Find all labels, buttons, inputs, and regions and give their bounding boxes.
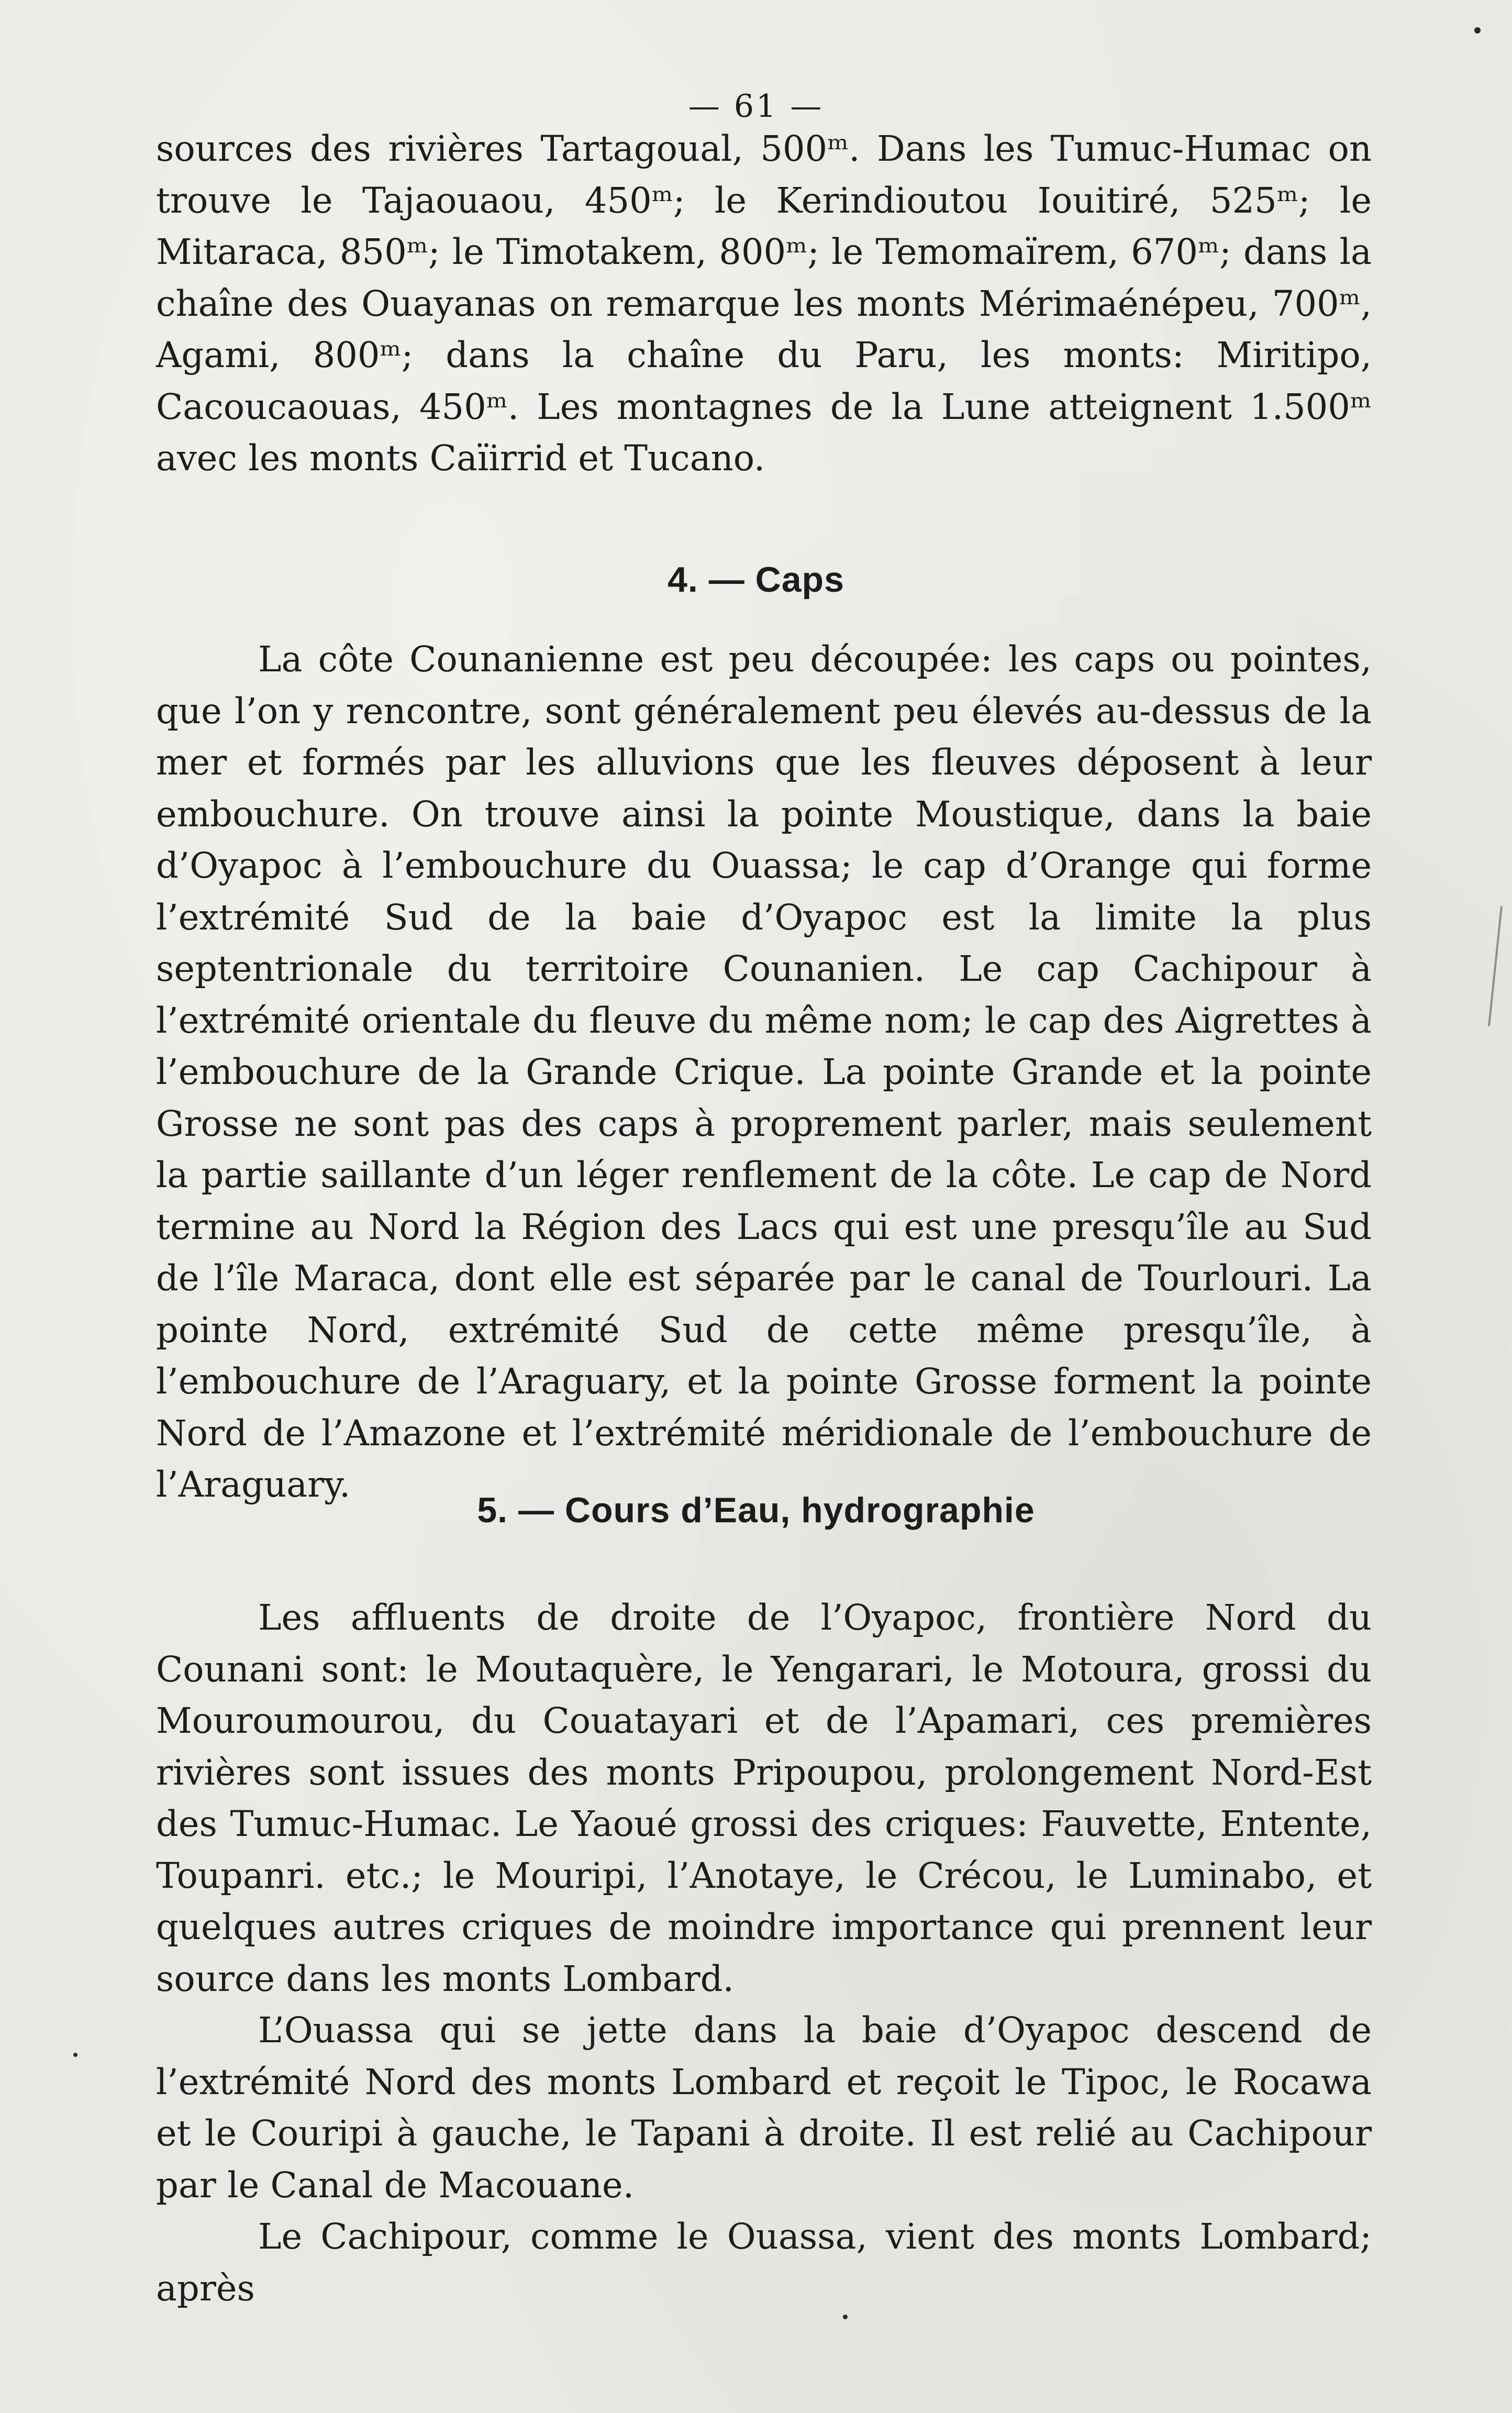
section-heading-caps: 4. — Caps xyxy=(668,560,844,600)
hydrography-paragraph-3: Le Cachipour, comme le Ouassa, vient des monts Lombard; après xyxy=(156,2216,1372,2309)
ink-speck xyxy=(843,2315,848,2319)
hydrography-text-block xyxy=(156,1592,1372,2314)
ink-speck xyxy=(73,2053,77,2057)
caps-text-block xyxy=(156,634,1372,1511)
hydrography-paragraph-2: L’Ouassa qui se jette dans la baie d’Oyapoc descend de l’extrémité Nord des monts Lombard et reçoit le Tipoc, le Rocawa et le Couripi à gauche, le Tapani à droite. Il est relié au Cachipour par le Canal de Macouane. xyxy=(156,2010,1372,2206)
continued-text-block xyxy=(156,123,1372,484)
caps-paragraph: La côte Counanienne est peu découpée: les caps ou pointes, que l’on y rencontre, sont généralement peu élevés au-dessus de la mer et formés par les alluvions que les fleuves déposent à leur embouchure. On trouve ainsi la pointe Moustique, dans la baie d’Oyapoc à l’embouchure du Ouassa; le cap d’Orange qui forme l’extrémité Sud de la baie d’Oyapoc est la limite la plus septentrionale du territoire Counanien. Le cap Cachipour à l’extrémité orientale du fleuve du même nom; le cap des Aigrettes à l’embouchure de la Grande Crique. La pointe Grande et la pointe Grosse ne sont pas des caps à proprement parler, mais seulement la partie saillante d’un léger renflement de la côte. Le cap de Nord termine au Nord la Région des Lacs qui est une presqu’île au Sud de l’île Maraca, dont elle est séparée par le canal de Tourlouri. La pointe Nord, extrémité Sud de cette même presqu’île, à l’embouchure de l’Araguary, et la pointe Grosse forment la pointe Nord de l’Amazone et l’extrémité méridionale de l’embouchure de l’Araguary. xyxy=(156,639,1372,1505)
section-heading-hydrography: 5. — Cours d’Eau, hydrographie xyxy=(477,1490,1035,1530)
hydrography-paragraph-1: Les affluents de droite de l’Oyapoc, frontière Nord du Counani sont: le Moutaquère, le Yengarari, le Motoura, grossi du Mouroumourou, du Couatayari et de l’Apamari, ces premières rivières sont issues des monts Pripoupou, prolongement Nord-Est des Tumuc-Humac. Le Yaoué grossi des criques: Fauvette, Entente, Toupanri. etc.; le Mouripi, l’Anotaye, le Crécou, le Luminabo, et quelques autres criques de moindre importance qui prennent leur source dans les monts Lombard. xyxy=(156,1597,1372,1999)
ink-speck xyxy=(1474,27,1481,34)
page-number: — 61 — xyxy=(688,88,824,125)
margin-scratch-mark xyxy=(1488,906,1503,1026)
continued-paragraph: sources des rivières Tartagoual, 500ᵐ. Dans les Tumuc-Humac on trouve le Tajaouaou, 450ᵐ; le Kerindioutou Iouitiré, 525ᵐ; le Mitaraca, 850ᵐ; le Timotakem, 800ᵐ; le Temomaïrem, 670ᵐ; dans la chaîne des Ouayanas on remarque les monts Mérimaénépeu, 700ᵐ, Agami, 800ᵐ; dans la chaîne du Paru, les monts: Miritipo, Cacoucaouas, 450ᵐ. Les montagnes de la Lune atteignent 1.500ᵐ avec les monts Caïirrid et Tucano. xyxy=(156,128,1372,479)
